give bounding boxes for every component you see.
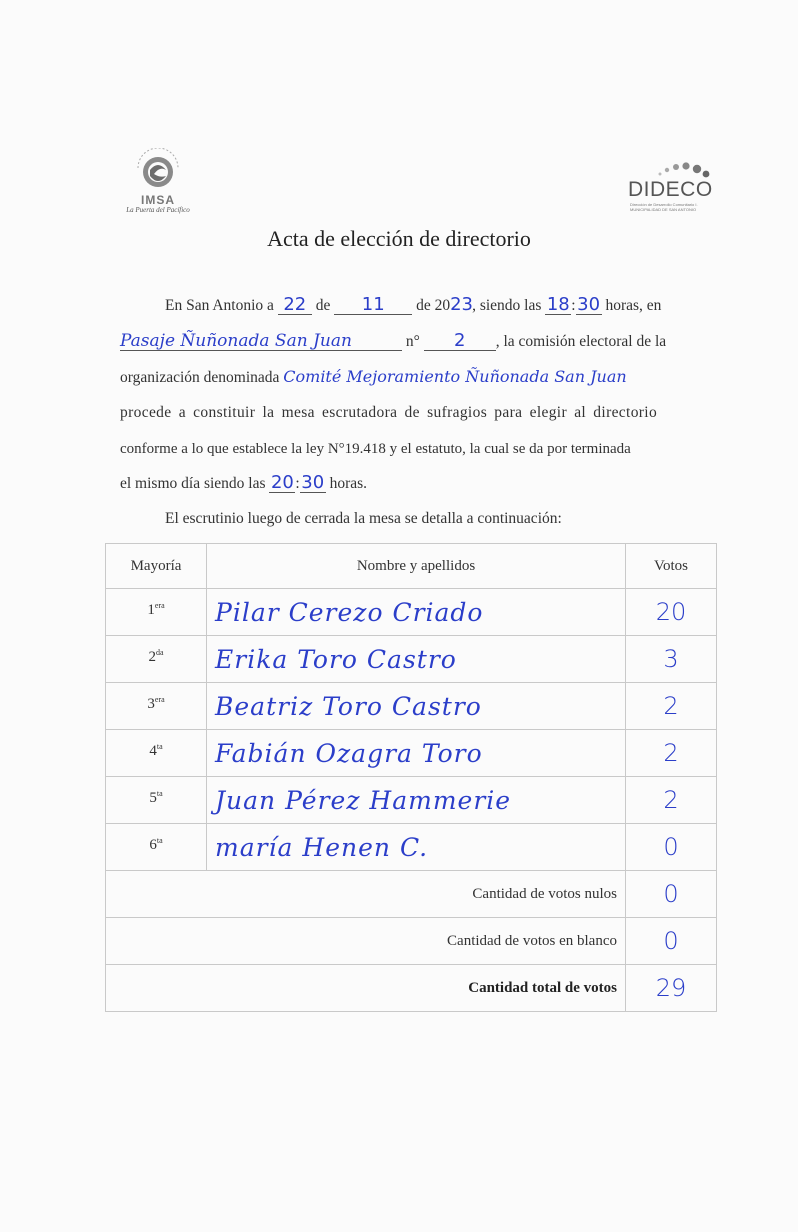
candidate-votes: 0 <box>626 824 717 871</box>
line-escrutinio <box>165 510 562 528</box>
rank-suffix: ta <box>156 789 163 798</box>
null-votes-label: Cantidad de votos nulos <box>106 871 626 918</box>
text: organización denominada <box>120 369 280 386</box>
candidate-votes: 2 <box>626 683 717 730</box>
table-row <box>106 730 717 777</box>
line-procede <box>120 404 710 422</box>
organization-field: Comité Mejoramiento Ñuñonada San Juan <box>283 367 627 386</box>
text: de <box>315 297 331 314</box>
candidate-votes: 2 <box>626 777 717 824</box>
end-hour-field: 20 <box>270 472 294 493</box>
table-header-row <box>106 544 717 589</box>
text: : <box>295 475 300 492</box>
table-row <box>106 683 717 730</box>
rank-cell <box>106 730 207 777</box>
line-end-time <box>120 474 367 493</box>
rank-suffix: ta <box>156 742 163 751</box>
rank-number: 4 <box>149 743 157 759</box>
text: de 20 <box>416 297 451 314</box>
rank-suffix: era <box>154 601 165 610</box>
candidate-name: Erika Toro Castro <box>207 636 626 683</box>
table-row <box>106 777 717 824</box>
dideco-logo-name: DIDECO <box>628 178 713 201</box>
dideco-logo-subtitle: Dirección de Desarrollo Comunitario I. MUNICIPALIDAD DE SAN ANTONIO <box>630 202 698 212</box>
text: En San Antonio a <box>165 297 274 314</box>
document-title: Acta de elección de directorio <box>267 226 531 251</box>
votes-table <box>105 543 717 1012</box>
line-organization <box>120 368 695 387</box>
total-votes-label: Cantidad total de votos <box>106 965 626 1012</box>
rank-number: 1 <box>147 602 155 618</box>
line-date <box>165 296 661 315</box>
candidate-name: maría Henen C. <box>207 824 626 871</box>
rank-number: 6 <box>149 837 157 853</box>
candidate-name: Pilar Cerezo Criado <box>207 589 626 636</box>
rank-suffix: ta <box>156 836 163 845</box>
day-field: 22 <box>278 296 312 315</box>
header-votes: Votos <box>626 544 717 589</box>
imsa-logo-tagline: La Puerta del Pacífico <box>126 206 190 214</box>
rank-cell <box>106 589 207 636</box>
text: , la comisión electoral de la <box>495 333 667 350</box>
rank-cell <box>106 824 207 871</box>
header-name: Nombre y apellidos <box>207 544 626 589</box>
rank-cell <box>106 636 207 683</box>
rank-suffix: era <box>154 695 165 704</box>
blank-votes-value: 0 <box>626 918 717 965</box>
blank-votes-label: Cantidad de votos en blanco <box>106 918 626 965</box>
text: : <box>571 297 576 314</box>
end-minute-field: 30 <box>301 472 325 493</box>
imsa-emblem-icon <box>130 148 186 194</box>
start-minute-field: 30 <box>577 294 601 315</box>
table-row <box>106 824 717 871</box>
total-votes-row <box>106 965 717 1012</box>
place-number-field: 2 <box>424 332 496 351</box>
rank-number: 5 <box>149 790 157 806</box>
imsa-logo <box>118 148 198 220</box>
candidate-name: Juan Pérez Hammerie <box>207 777 626 824</box>
blank-votes-row <box>106 918 717 965</box>
year-field: 23 <box>450 294 473 315</box>
text: horas, en <box>605 297 662 314</box>
text: el mismo día siendo las <box>120 475 266 492</box>
table-row <box>106 589 717 636</box>
candidate-votes: 3 <box>626 636 717 683</box>
header-rank: Mayoría <box>106 544 207 589</box>
candidate-name: Beatriz Toro Castro <box>207 683 626 730</box>
null-votes-value: 0 <box>626 871 717 918</box>
dideco-dots-icon <box>654 160 710 180</box>
text: horas. <box>329 475 368 492</box>
candidate-votes: 20 <box>626 589 717 636</box>
start-hour-field: 18 <box>546 294 570 315</box>
line-ley <box>120 440 631 458</box>
imsa-logo-name: IMSA <box>141 193 175 207</box>
rank-number: 2 <box>148 649 156 665</box>
text: procede a constituir la mesa escrutadora de sufragios para elegir al directorio <box>120 404 658 421</box>
candidate-votes: 2 <box>626 730 717 777</box>
table-row <box>106 636 717 683</box>
total-votes-value: 29 <box>626 965 717 1012</box>
rank-cell <box>106 683 207 730</box>
text: conforme a lo que establece la ley N°19.418 y el estatuto, la cual se da por terminada <box>120 441 631 457</box>
text: n° <box>405 333 420 350</box>
rank-number: 3 <box>147 696 155 712</box>
rank-cell <box>106 777 207 824</box>
place-field: Pasaje Ñuñonada San Juan <box>120 332 402 351</box>
line-place <box>120 332 666 351</box>
text: , siendo las <box>472 297 542 314</box>
text: El escrutinio luego de cerrada la mesa se detalla a continuación: <box>165 510 562 527</box>
null-votes-row <box>106 871 717 918</box>
month-field: 11 <box>334 296 412 315</box>
rank-suffix: da <box>155 648 164 657</box>
candidate-name: Fabián Ozagra Toro <box>207 730 626 777</box>
dideco-logo <box>624 160 713 220</box>
